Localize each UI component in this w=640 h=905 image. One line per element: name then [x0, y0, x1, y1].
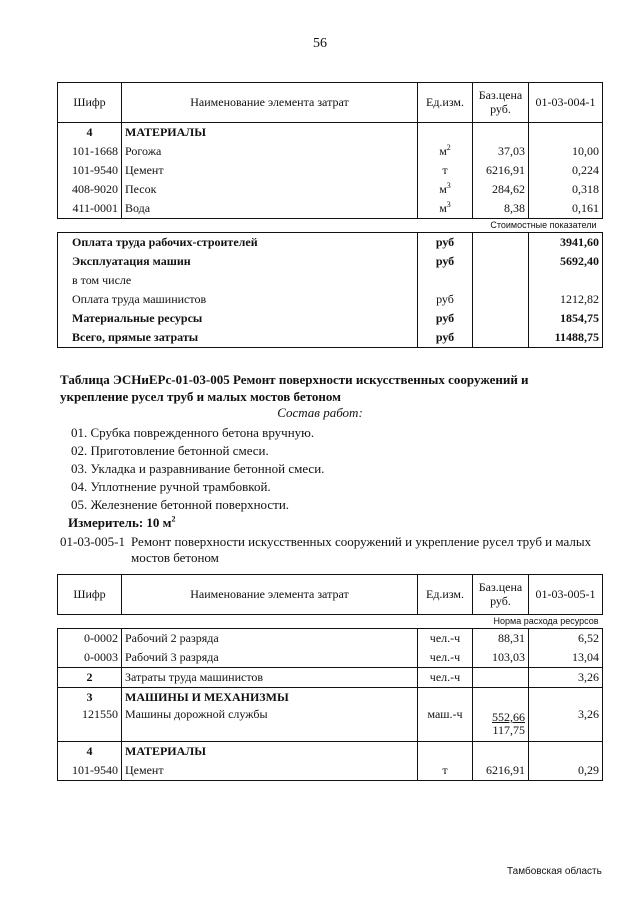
header-rate-code: 01-03-005-1 [529, 575, 603, 615]
header-rate-code: 01-03-004-1 [529, 83, 603, 123]
table-header [58, 83, 603, 123]
table-row: 101-9540 Цемент т 6216,91 0,224 [58, 161, 603, 180]
rate-description: Ремонт поверхности искусственных сооружений и укрепление русел труб и малых мостов бетоном [131, 534, 592, 565]
meter-label: Измеритель: 10 $м^2$ [68, 514, 176, 530]
table-row: 101-9540 Цемент т 6216,91 0,29 [58, 761, 603, 781]
list-item: 04. Уплотнение ручной трамбовкой. [71, 479, 271, 494]
cost-caption-row [58, 219, 603, 233]
table-row: 3 МАШИНЫ И МЕХАНИЗМЫ [58, 688, 603, 708]
resource-table-1 [57, 82, 603, 348]
norm-caption-row [58, 615, 603, 629]
table-row [58, 123, 603, 143]
works-subtitle: Состав работ: [277, 405, 363, 420]
rate-code: 01-03-005-1 [60, 534, 125, 549]
page-number: 56 [313, 36, 327, 51]
summary-row: Всего, прямые затраты руб 11488,75 [58, 328, 603, 348]
norm-caption: Норма расхода ресурсов [122, 615, 603, 629]
table-row: 411-0001 Вода $м^3$ 8,38 0,161 [58, 199, 603, 219]
cost-caption: Стоимостные показатели [122, 219, 603, 233]
header-unit: Ед.изм. [418, 83, 473, 123]
header-code: Шифр [58, 83, 122, 123]
header-code: Шифр [58, 575, 122, 615]
works-list [71, 424, 324, 514]
table-row: 2 Затраты труда машинистов чел.-ч 3,26 [58, 668, 603, 688]
header-price: Баз.цена руб. [473, 575, 529, 615]
section-title: МАТЕРИАЛЫ [122, 123, 418, 143]
table-row: 408-9020 Песок $м^3$ 284,62 0,318 [58, 180, 603, 199]
header-unit: Ед.изм. [418, 575, 473, 615]
summary-row: в том числе [58, 271, 603, 290]
list-item: 03. Укладка и разравнивание бетонной смеси. [71, 461, 325, 476]
summary-row: Оплата труда рабочих-строителей руб 3941,60 [58, 233, 603, 253]
header-name: Наименование элемента затрат [122, 575, 418, 615]
table-row: 0-0003 Рабочий 3 разряда чел.-ч 103,03 13,04 [58, 648, 603, 668]
table-row: 121550 Машины дорожной службы маш.-ч 552,66 117,75 3,26 [58, 707, 603, 742]
table-row: 4 МАТЕРИАЛЫ [58, 742, 603, 762]
resource-table-2 [57, 574, 603, 781]
table-row: 0-0002 Рабочий 2 разряда чел.-ч 88,31 6,52 [58, 629, 603, 649]
summary-row: Материальные ресурсы руб 1854,75 [58, 309, 603, 328]
section-number: 4 [58, 123, 122, 143]
list-item: 05. Железнение бетонной поверхности. [71, 497, 290, 512]
list-item: 02. Приготовление бетонной смеси. [71, 443, 269, 458]
table-header [58, 575, 603, 615]
list-item: 01. Срубка поврежденного бетона вручную. [71, 425, 315, 440]
summary-row: Эксплуатация машин руб 5692,40 [58, 252, 603, 271]
footer-region: Тамбовская область [507, 866, 602, 877]
header-price: Баз.цена руб. [473, 83, 529, 123]
header-name: Наименование элемента затрат [122, 83, 418, 123]
section-title: Таблица ЭСНиЕРс-01-03-005 Ремонт поверхности искусственных сооружений и укрепление русел труб и малых мостов бетоном [60, 372, 529, 404]
summary-row: Оплата труда машинистов руб 1212,82 [58, 290, 603, 309]
table-row: 101-1668 Рогожа $м^2$ 37,03 10,00 [58, 142, 603, 161]
